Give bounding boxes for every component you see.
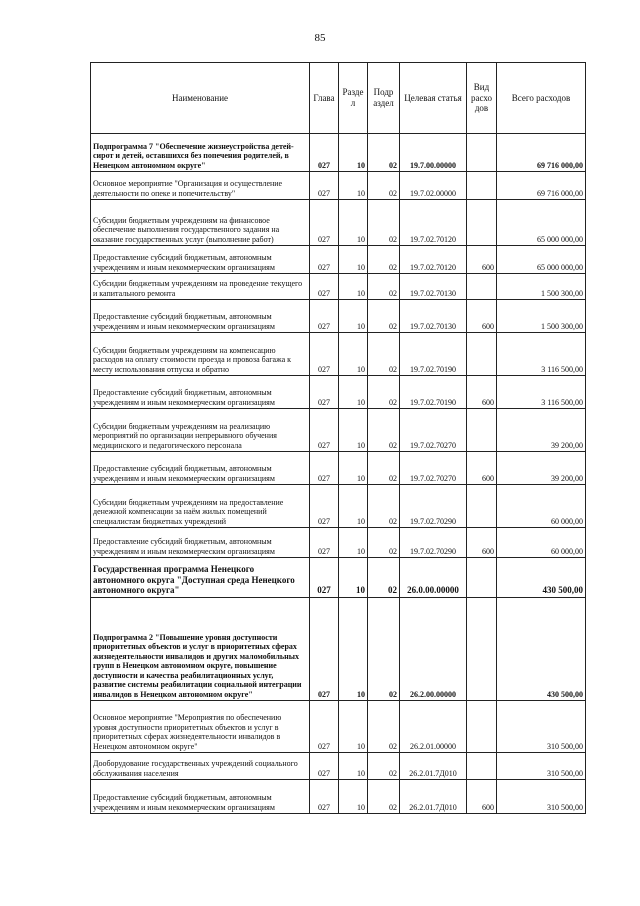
row-name: Предоставление субсидий бюджетным, автономным учреждениям и иным некоммерческим организациям: [91, 780, 310, 814]
row-name: Предоставление субсидий бюджетным, автономным учреждениям и иным некоммерческим организациям: [91, 246, 310, 274]
row-target: 19.7.02.70120: [400, 200, 467, 246]
row-name: Субсидии бюджетным учреждениям на предоставление денежной компенсации за наём жилых помещений специалистам бюджетных учреждений: [91, 485, 310, 528]
header-podrazdel: Подр аздел: [368, 63, 400, 134]
row-razdel: 10: [339, 528, 368, 558]
budget-table: [90, 62, 586, 814]
row-podrazdel: 02: [368, 753, 400, 780]
row-target: 19.7.02.70270: [400, 452, 467, 485]
row-vid: [467, 274, 497, 300]
row-podrazdel: 02: [368, 485, 400, 528]
table-row: [91, 485, 586, 528]
row-total: 310 500,00: [497, 753, 586, 780]
row-glava: 027: [310, 246, 339, 274]
row-target: 19.7.02.70130: [400, 274, 467, 300]
row-target: 19.7.02.00000: [400, 172, 467, 200]
row-podrazdel: 02: [368, 300, 400, 333]
row-name: Основное мероприятие "Мероприятия по обеспечению уровня доступности приоритетных объектов и услуг в приоритетных сферах жизнедеятельности инвалидов в Ненецком автономном округе": [91, 701, 310, 753]
row-target: 19.7.02.70130: [400, 300, 467, 333]
row-name: Государственная программа Ненецкого автономного округа "Доступная среда Ненецкого автономного округа": [91, 558, 310, 598]
row-vid: [467, 598, 497, 701]
table-header-row: [91, 63, 586, 134]
table-row: [91, 780, 586, 814]
row-podrazdel: 02: [368, 452, 400, 485]
header-glava: Глава: [310, 63, 339, 134]
row-razdel: 10: [339, 134, 368, 172]
row-podrazdel: 02: [368, 558, 400, 598]
row-target: 19.7.02.70270: [400, 409, 467, 452]
row-total: 1 500 300,00: [497, 274, 586, 300]
row-vid: [467, 701, 497, 753]
row-target: 26.2.01.7Д010: [400, 753, 467, 780]
row-vid: 600: [467, 246, 497, 274]
row-name: Субсидии бюджетным учреждениям на компенсацию расходов на оплату стоимости проезда и провоза багажа к месту использования отпуска и обратно: [91, 333, 310, 376]
table-row: [91, 753, 586, 780]
row-glava: 027: [310, 200, 339, 246]
row-podrazdel: 02: [368, 246, 400, 274]
table-row: [91, 558, 586, 598]
header-vid: Вид расхо дов: [467, 63, 497, 134]
row-podrazdel: 02: [368, 376, 400, 409]
row-podrazdel: 02: [368, 598, 400, 701]
row-glava: 027: [310, 300, 339, 333]
row-total: 69 716 000,00: [497, 172, 586, 200]
row-razdel: 10: [339, 409, 368, 452]
row-total: 430 500,00: [497, 558, 586, 598]
row-razdel: 10: [339, 780, 368, 814]
row-glava: 027: [310, 701, 339, 753]
row-glava: 027: [310, 753, 339, 780]
row-name: Дооборудование государственных учреждений социального обслуживания населения: [91, 753, 310, 780]
row-name: Подпрограмма 2 "Повышение уровня доступности приоритетных объектов и услуг в приоритетных сферах жизнедеятельности инвалидов и других маломобильных групп в Ненецком автономном округе, повышение доступности и качества реабилитационных услуг, развитие системы реабилитации социальной интеграции инвалидов в Ненецком автономном округе": [91, 598, 310, 701]
row-vid: 600: [467, 780, 497, 814]
row-podrazdel: 02: [368, 200, 400, 246]
row-razdel: 10: [339, 485, 368, 528]
row-vid: [467, 333, 497, 376]
table-row: [91, 274, 586, 300]
row-glava: 027: [310, 780, 339, 814]
table-row: [91, 246, 586, 274]
row-podrazdel: 02: [368, 701, 400, 753]
table-row: [91, 333, 586, 376]
row-total: 39 200,00: [497, 452, 586, 485]
row-vid: [467, 200, 497, 246]
row-vid: 600: [467, 376, 497, 409]
row-glava: 027: [310, 558, 339, 598]
row-vid: [467, 558, 497, 598]
table-row: [91, 300, 586, 333]
row-total: 65 000 000,00: [497, 246, 586, 274]
row-razdel: 10: [339, 376, 368, 409]
row-total: 60 000,00: [497, 528, 586, 558]
row-razdel: 10: [339, 333, 368, 376]
row-total: 310 500,00: [497, 780, 586, 814]
row-glava: 027: [310, 528, 339, 558]
row-glava: 027: [310, 333, 339, 376]
table-row: [91, 134, 586, 172]
row-total: 3 116 500,00: [497, 333, 586, 376]
header-total: Всего расходов: [497, 63, 586, 134]
row-razdel: 10: [339, 200, 368, 246]
row-name: Подпрограмма 7 "Обеспечение жизнеустройства детей-сирот и детей, оставшихся без попечения родителей, в Ненецком автономном округе": [91, 134, 310, 172]
row-name: Субсидии бюджетным учреждениям на проведение текущего и капитального ремонта: [91, 274, 310, 300]
row-podrazdel: 02: [368, 528, 400, 558]
row-target: 19.7.02.70190: [400, 376, 467, 409]
row-glava: 027: [310, 134, 339, 172]
row-total: 310 500,00: [497, 701, 586, 753]
row-vid: [467, 409, 497, 452]
row-podrazdel: 02: [368, 134, 400, 172]
row-glava: 027: [310, 409, 339, 452]
row-razdel: 10: [339, 172, 368, 200]
table-row: [91, 598, 586, 701]
row-name: Предоставление субсидий бюджетным, автономным учреждениям и иным некоммерческим организациям: [91, 452, 310, 485]
header-name: Наименование: [91, 63, 310, 134]
row-target: 19.7.02.70290: [400, 485, 467, 528]
table-row: [91, 376, 586, 409]
row-podrazdel: 02: [368, 172, 400, 200]
row-vid: [467, 134, 497, 172]
row-vid: 600: [467, 528, 497, 558]
table-row: [91, 409, 586, 452]
row-razdel: 10: [339, 452, 368, 485]
row-podrazdel: 02: [368, 274, 400, 300]
row-target: 26.2.01.00000: [400, 701, 467, 753]
row-target: 26.2.01.7Д010: [400, 780, 467, 814]
row-razdel: 10: [339, 300, 368, 333]
row-target: 19.7.02.70190: [400, 333, 467, 376]
row-podrazdel: 02: [368, 333, 400, 376]
row-razdel: 10: [339, 274, 368, 300]
row-podrazdel: 02: [368, 780, 400, 814]
row-total: 430 500,00: [497, 598, 586, 701]
table-row: [91, 528, 586, 558]
row-podrazdel: 02: [368, 409, 400, 452]
row-glava: 027: [310, 274, 339, 300]
row-total: 1 500 300,00: [497, 300, 586, 333]
row-target: 19.7.02.70120: [400, 246, 467, 274]
row-razdel: 10: [339, 558, 368, 598]
row-name: Субсидии бюджетным учреждениям на финансовое обеспечение выполнения государственного задания на оказание государственных услуг (выполнение работ): [91, 200, 310, 246]
row-vid: 600: [467, 452, 497, 485]
row-total: 69 716 000,00: [497, 134, 586, 172]
row-target: 26.2.00.00000: [400, 598, 467, 701]
header-target: Целевая статья: [400, 63, 467, 134]
row-total: 60 000,00: [497, 485, 586, 528]
row-razdel: 10: [339, 246, 368, 274]
table-row: [91, 452, 586, 485]
row-razdel: 10: [339, 598, 368, 701]
header-razdel: Разде л: [339, 63, 368, 134]
row-target: 26.0.00.00000: [400, 558, 467, 598]
row-name: Предоставление субсидий бюджетным, автономным учреждениям и иным некоммерческим организациям: [91, 300, 310, 333]
row-glava: 027: [310, 172, 339, 200]
row-total: 3 116 500,00: [497, 376, 586, 409]
row-glava: 027: [310, 485, 339, 528]
row-glava: 027: [310, 376, 339, 409]
row-vid: [467, 485, 497, 528]
row-total: 39 200,00: [497, 409, 586, 452]
page-number: 85: [314, 32, 326, 44]
row-glava: 027: [310, 598, 339, 701]
row-name: Основное мероприятие "Организация и осуществление деятельности по опеке и попечительству": [91, 172, 310, 200]
row-glava: 027: [310, 452, 339, 485]
row-vid: 600: [467, 300, 497, 333]
row-target: 19.7.00.00000: [400, 134, 467, 172]
row-razdel: 10: [339, 753, 368, 780]
row-vid: [467, 172, 497, 200]
row-vid: [467, 753, 497, 780]
row-razdel: 10: [339, 701, 368, 753]
row-name: Субсидии бюджетным учреждениям на реализацию мероприятий по организации непрерывного обучения медицинского и педагогического персонала: [91, 409, 310, 452]
row-name: Предоставление субсидий бюджетным, автономным учреждениям и иным некоммерческим организациям: [91, 376, 310, 409]
row-name: Предоставление субсидий бюджетным, автономным учреждениям и иным некоммерческим организациям: [91, 528, 310, 558]
row-total: 65 000 000,00: [497, 200, 586, 246]
table-row: [91, 701, 586, 753]
table-row: [91, 172, 586, 200]
row-target: 19.7.02.70290: [400, 528, 467, 558]
table-row: [91, 200, 586, 246]
